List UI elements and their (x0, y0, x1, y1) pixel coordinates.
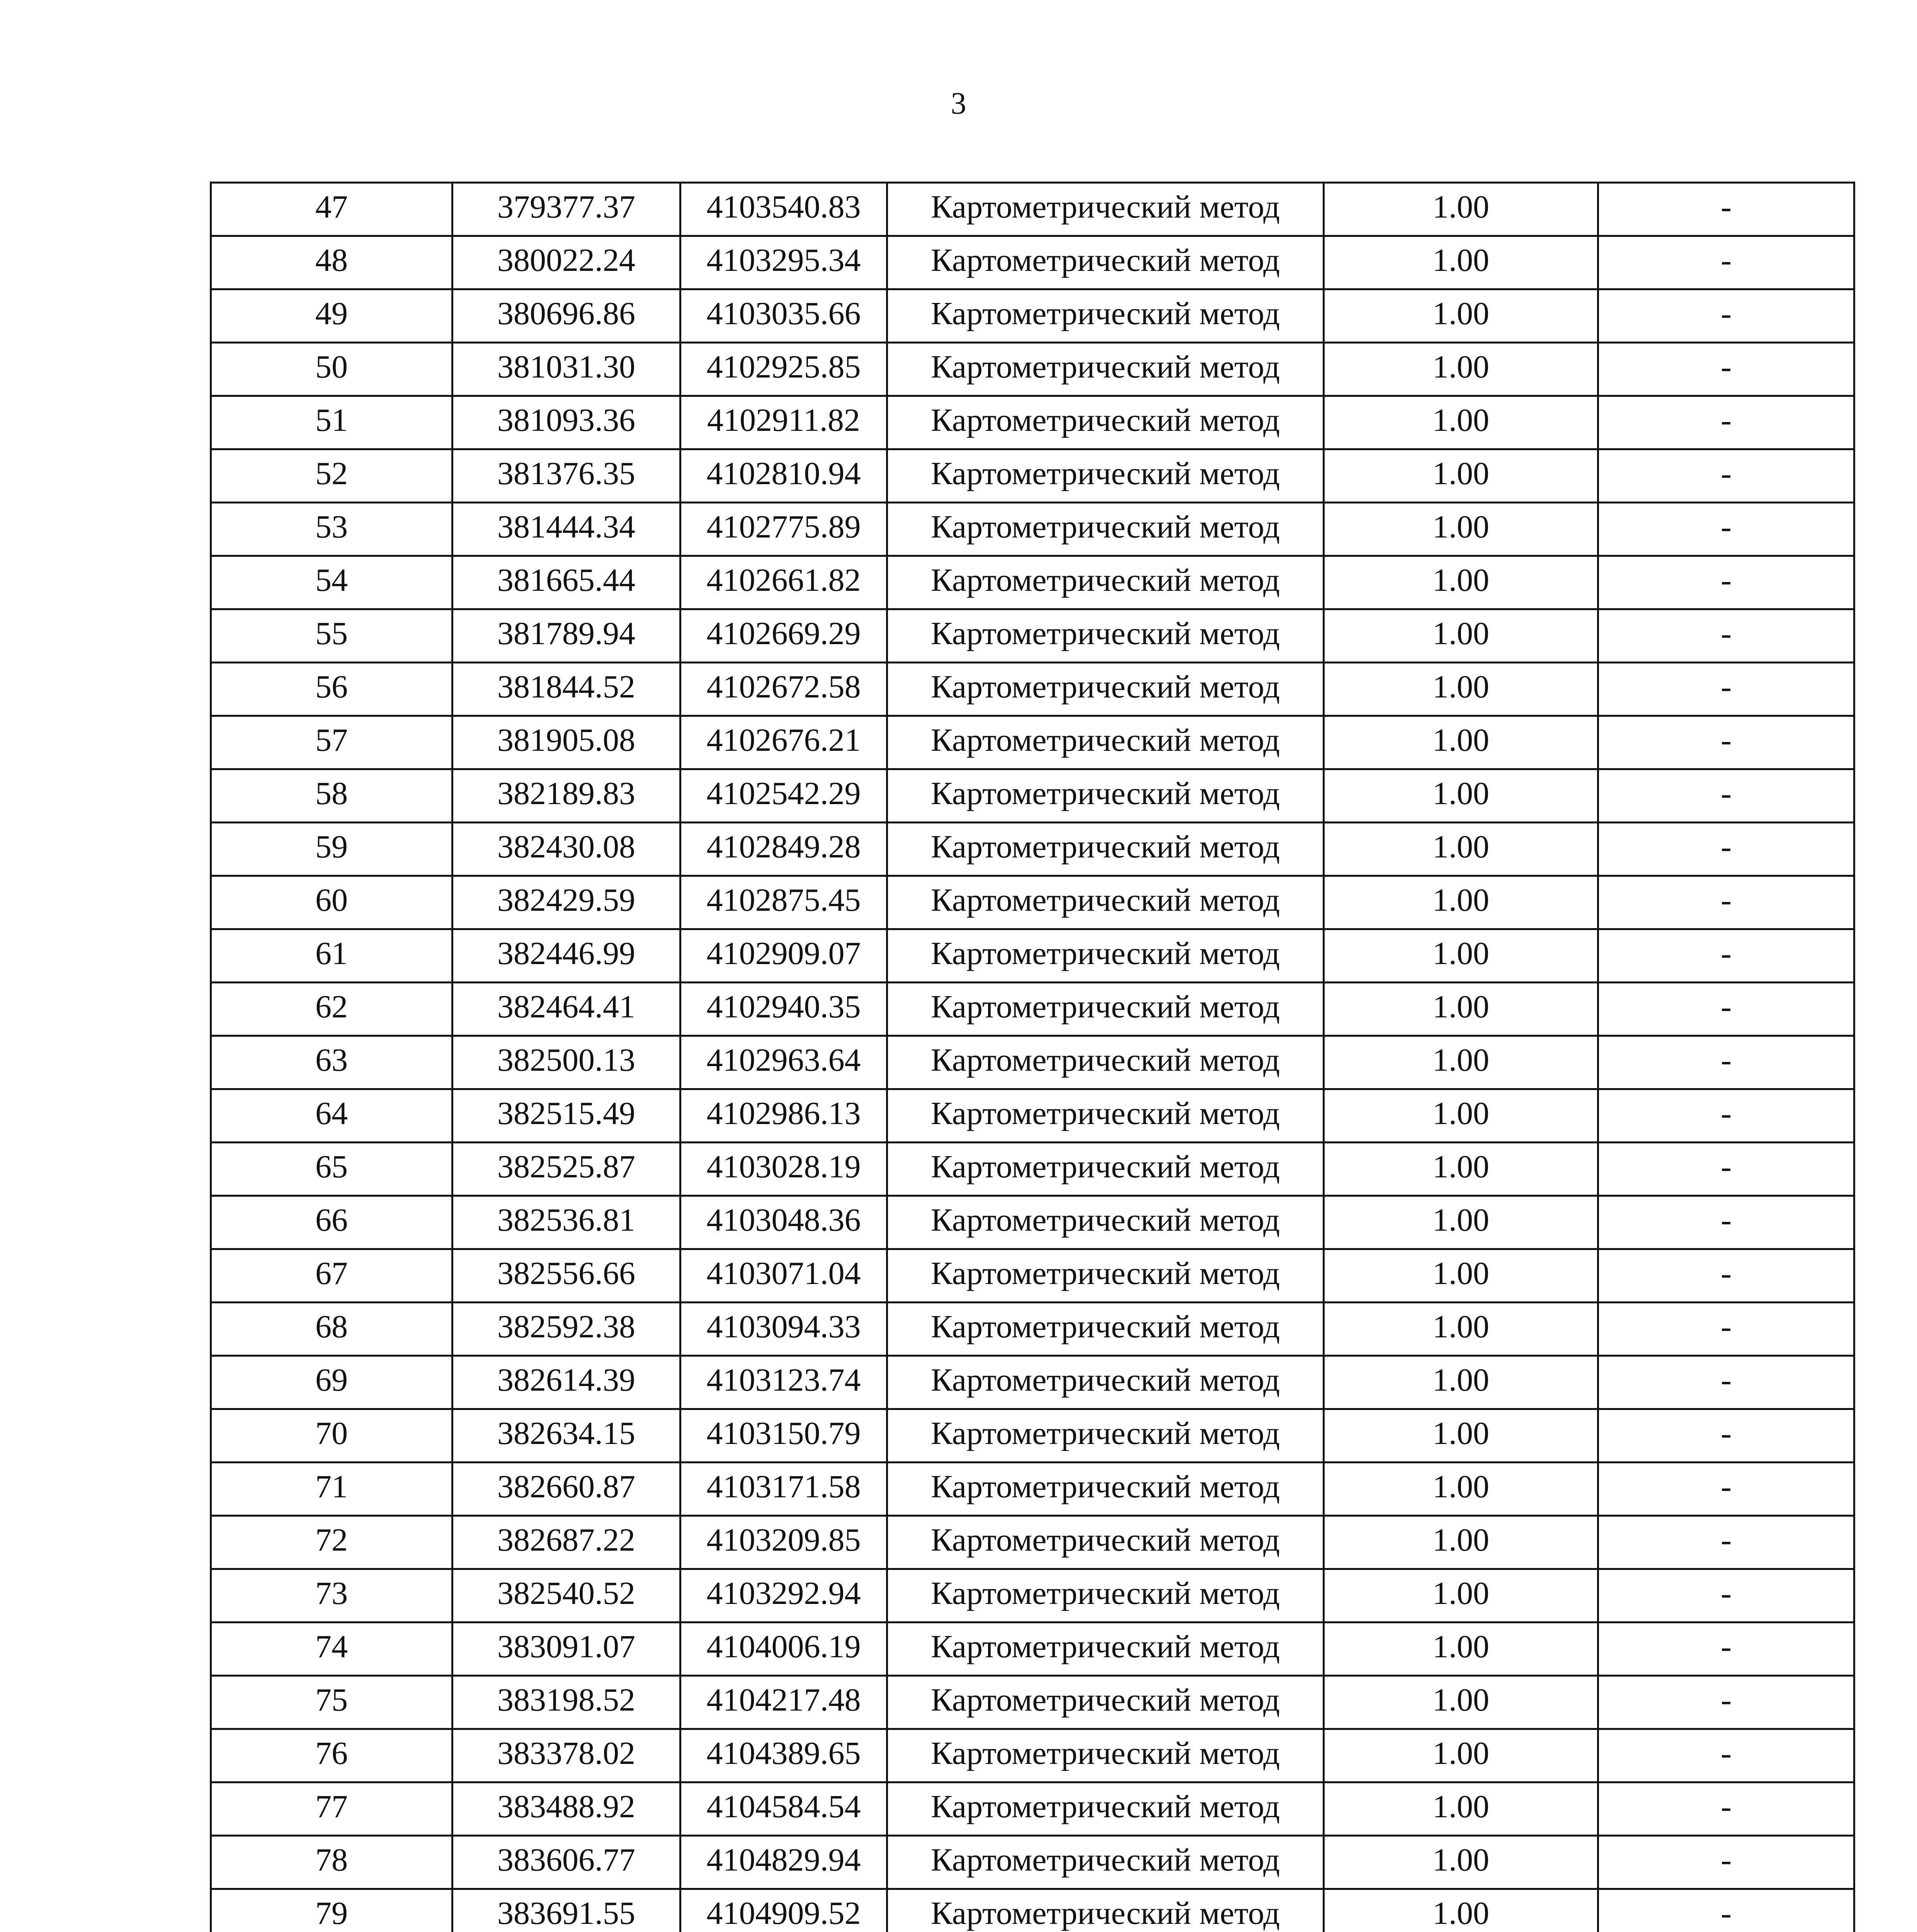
coord-x-cell: 382687.22 (452, 1516, 680, 1569)
accuracy-cell: 1.00 (1324, 343, 1598, 396)
description-cell: - (1598, 1409, 1854, 1463)
table-row (211, 1196, 1854, 1249)
description-cell: - (1598, 1196, 1854, 1249)
method-cell: Картометрический метод (887, 1463, 1324, 1516)
method-cell: Картометрический метод (887, 396, 1324, 449)
accuracy-cell: 1.00 (1324, 876, 1598, 929)
coord-x-cell: 382500.13 (452, 1036, 680, 1089)
method-cell: Картометрический метод (887, 983, 1324, 1036)
coord-y-cell: 4102911.82 (680, 396, 887, 449)
description-cell: - (1598, 1516, 1854, 1569)
table-row (211, 289, 1854, 343)
description-cell: - (1598, 1036, 1854, 1089)
point-number-cell: 53 (211, 503, 452, 556)
coord-y-cell: 4102909.07 (680, 929, 887, 983)
description-cell: - (1598, 609, 1854, 663)
point-number-cell: 48 (211, 236, 452, 289)
point-number-cell: 55 (211, 609, 452, 663)
accuracy-cell: 1.00 (1324, 1303, 1598, 1356)
coord-x-cell: 383091.07 (452, 1622, 680, 1676)
coord-x-cell: 382429.59 (452, 876, 680, 929)
description-cell: - (1598, 1463, 1854, 1516)
method-cell: Картометрический метод (887, 1036, 1324, 1089)
coord-y-cell: 4103292.94 (680, 1569, 887, 1622)
point-number-cell: 52 (211, 449, 452, 503)
description-cell: - (1598, 449, 1854, 503)
method-cell: Картометрический метод (887, 1356, 1324, 1409)
point-number-cell: 76 (211, 1729, 452, 1782)
accuracy-cell: 1.00 (1324, 609, 1598, 663)
description-cell: - (1598, 289, 1854, 343)
description-cell: - (1598, 1249, 1854, 1303)
coord-x-cell: 382634.15 (452, 1409, 680, 1463)
coord-y-cell: 4103540.83 (680, 183, 887, 236)
coord-y-cell: 4104829.94 (680, 1836, 887, 1889)
table-row (211, 1143, 1854, 1196)
method-cell: Картометрический метод (887, 1249, 1324, 1303)
accuracy-cell: 1.00 (1324, 1782, 1598, 1836)
description-cell: - (1598, 1622, 1854, 1676)
table-row (211, 1569, 1854, 1622)
point-number-cell: 64 (211, 1089, 452, 1143)
point-number-cell: 73 (211, 1569, 452, 1622)
page-number: 3 (951, 87, 966, 121)
description-cell: - (1598, 876, 1854, 929)
point-number-cell: 51 (211, 396, 452, 449)
method-cell: Картометрический метод (887, 1782, 1324, 1836)
table-row (211, 236, 1854, 289)
description-cell: - (1598, 1143, 1854, 1196)
coord-x-cell: 382540.52 (452, 1569, 680, 1622)
table-row (211, 449, 1854, 503)
method-cell: Картометрический метод (887, 1889, 1324, 1932)
table-row (211, 396, 1854, 449)
accuracy-cell: 1.00 (1324, 1516, 1598, 1569)
point-number-cell: 72 (211, 1516, 452, 1569)
table-row (211, 1249, 1854, 1303)
coord-x-cell: 383198.52 (452, 1676, 680, 1729)
coord-y-cell: 4103150.79 (680, 1409, 887, 1463)
point-number-cell: 67 (211, 1249, 452, 1303)
method-cell: Картометрический метод (887, 1089, 1324, 1143)
coord-x-cell: 381844.52 (452, 663, 680, 716)
table-row (211, 343, 1854, 396)
point-number-cell: 61 (211, 929, 452, 983)
description-cell: - (1598, 236, 1854, 289)
coord-y-cell: 4102810.94 (680, 449, 887, 503)
point-number-cell: 59 (211, 823, 452, 876)
table-row (211, 556, 1854, 609)
table-row (211, 1356, 1854, 1409)
method-cell: Картометрический метод (887, 343, 1324, 396)
table-row (211, 1889, 1854, 1932)
table-row (211, 716, 1854, 769)
point-number-cell: 79 (211, 1889, 452, 1932)
method-cell: Картометрический метод (887, 1836, 1324, 1889)
description-cell: - (1598, 1729, 1854, 1782)
table-row (211, 1409, 1854, 1463)
table-row (211, 1463, 1854, 1516)
coord-x-cell: 383606.77 (452, 1836, 680, 1889)
coord-y-cell: 4102875.45 (680, 876, 887, 929)
point-number-cell: 49 (211, 289, 452, 343)
description-cell: - (1598, 503, 1854, 556)
point-number-cell: 63 (211, 1036, 452, 1089)
point-number-cell: 77 (211, 1782, 452, 1836)
coord-y-cell: 4104584.54 (680, 1782, 887, 1836)
method-cell: Картометрический метод (887, 929, 1324, 983)
method-cell: Картометрический метод (887, 1196, 1324, 1249)
accuracy-cell: 1.00 (1324, 449, 1598, 503)
method-cell: Картометрический метод (887, 876, 1324, 929)
table-row (211, 1676, 1854, 1729)
coord-y-cell: 4103035.66 (680, 289, 887, 343)
coord-y-cell: 4103171.58 (680, 1463, 887, 1516)
point-number-cell: 65 (211, 1143, 452, 1196)
coord-x-cell: 382446.99 (452, 929, 680, 983)
method-cell: Картометрический метод (887, 236, 1324, 289)
method-cell: Картометрический метод (887, 556, 1324, 609)
accuracy-cell: 1.00 (1324, 396, 1598, 449)
accuracy-cell: 1.00 (1324, 1836, 1598, 1889)
method-cell: Картометрический метод (887, 1143, 1324, 1196)
point-number-cell: 75 (211, 1676, 452, 1729)
accuracy-cell: 1.00 (1324, 1729, 1598, 1782)
table-row (211, 983, 1854, 1036)
accuracy-cell: 1.00 (1324, 183, 1598, 236)
accuracy-cell: 1.00 (1324, 769, 1598, 823)
coord-y-cell: 4102676.21 (680, 716, 887, 769)
coordinates-table-body (211, 183, 1854, 1932)
method-cell: Картометрический метод (887, 449, 1324, 503)
description-cell: - (1598, 983, 1854, 1036)
coord-x-cell: 381905.08 (452, 716, 680, 769)
coord-y-cell: 4102661.82 (680, 556, 887, 609)
method-cell: Картометрический метод (887, 769, 1324, 823)
coord-y-cell: 4102925.85 (680, 343, 887, 396)
coord-y-cell: 4102542.29 (680, 769, 887, 823)
coord-y-cell: 4102672.58 (680, 663, 887, 716)
description-cell: - (1598, 1676, 1854, 1729)
method-cell: Картометрический метод (887, 1729, 1324, 1782)
coord-y-cell: 4104006.19 (680, 1622, 887, 1676)
coord-x-cell: 382189.83 (452, 769, 680, 823)
coord-y-cell: 4102775.89 (680, 503, 887, 556)
description-cell: - (1598, 1089, 1854, 1143)
table-row (211, 183, 1854, 236)
accuracy-cell: 1.00 (1324, 1569, 1598, 1622)
table-row (211, 1516, 1854, 1569)
method-cell: Картометрический метод (887, 663, 1324, 716)
point-number-cell: 47 (211, 183, 452, 236)
accuracy-cell: 1.00 (1324, 983, 1598, 1036)
accuracy-cell: 1.00 (1324, 1089, 1598, 1143)
point-number-cell: 70 (211, 1409, 452, 1463)
accuracy-cell: 1.00 (1324, 1676, 1598, 1729)
description-cell: - (1598, 769, 1854, 823)
description-cell: - (1598, 1569, 1854, 1622)
coord-y-cell: 4103094.33 (680, 1303, 887, 1356)
description-cell: - (1598, 716, 1854, 769)
coord-x-cell: 382464.41 (452, 983, 680, 1036)
description-cell: - (1598, 929, 1854, 983)
method-cell: Картометрический метод (887, 823, 1324, 876)
description-cell: - (1598, 1782, 1854, 1836)
coord-y-cell: 4102963.64 (680, 1036, 887, 1089)
accuracy-cell: 1.00 (1324, 1196, 1598, 1249)
coord-x-cell: 382430.08 (452, 823, 680, 876)
method-cell: Картометрический метод (887, 1622, 1324, 1676)
point-number-cell: 78 (211, 1836, 452, 1889)
coord-y-cell: 4103123.74 (680, 1356, 887, 1409)
accuracy-cell: 1.00 (1324, 1889, 1598, 1932)
accuracy-cell: 1.00 (1324, 1463, 1598, 1516)
point-number-cell: 60 (211, 876, 452, 929)
coord-x-cell: 381031.30 (452, 343, 680, 396)
coord-y-cell: 4102849.28 (680, 823, 887, 876)
coord-x-cell: 383691.55 (452, 1889, 680, 1932)
accuracy-cell: 1.00 (1324, 1622, 1598, 1676)
description-cell: - (1598, 556, 1854, 609)
description-cell: - (1598, 1303, 1854, 1356)
accuracy-cell: 1.00 (1324, 1143, 1598, 1196)
coord-x-cell: 383488.92 (452, 1782, 680, 1836)
coord-x-cell: 382515.49 (452, 1089, 680, 1143)
accuracy-cell: 1.00 (1324, 1409, 1598, 1463)
description-cell: - (1598, 823, 1854, 876)
method-cell: Картометрический метод (887, 183, 1324, 236)
point-number-cell: 74 (211, 1622, 452, 1676)
accuracy-cell: 1.00 (1324, 1036, 1598, 1089)
description-cell: - (1598, 1356, 1854, 1409)
coord-y-cell: 4104217.48 (680, 1676, 887, 1729)
coord-x-cell: 382614.39 (452, 1356, 680, 1409)
method-cell: Картометрический метод (887, 289, 1324, 343)
coord-y-cell: 4103295.34 (680, 236, 887, 289)
point-number-cell: 54 (211, 556, 452, 609)
description-cell: - (1598, 396, 1854, 449)
coord-x-cell: 381789.94 (452, 609, 680, 663)
description-cell: - (1598, 343, 1854, 396)
coord-x-cell: 382592.38 (452, 1303, 680, 1356)
point-number-cell: 50 (211, 343, 452, 396)
coord-x-cell: 381444.34 (452, 503, 680, 556)
table-row (211, 1782, 1854, 1836)
coord-x-cell: 380022.24 (452, 236, 680, 289)
coord-y-cell: 4104389.65 (680, 1729, 887, 1782)
point-number-cell: 68 (211, 1303, 452, 1356)
table-row (211, 1036, 1854, 1089)
point-number-cell: 62 (211, 983, 452, 1036)
table-row (211, 1303, 1854, 1356)
table-row (211, 769, 1854, 823)
table-row (211, 503, 1854, 556)
table-row (211, 876, 1854, 929)
point-number-cell: 71 (211, 1463, 452, 1516)
point-number-cell: 56 (211, 663, 452, 716)
method-cell: Картометрический метод (887, 503, 1324, 556)
point-number-cell: 57 (211, 716, 452, 769)
coord-x-cell: 379377.37 (452, 183, 680, 236)
coord-x-cell: 382660.87 (452, 1463, 680, 1516)
method-cell: Картометрический метод (887, 1409, 1324, 1463)
method-cell: Картометрический метод (887, 1676, 1324, 1729)
accuracy-cell: 1.00 (1324, 716, 1598, 769)
table-row (211, 663, 1854, 716)
table-row (211, 1622, 1854, 1676)
coord-x-cell: 381376.35 (452, 449, 680, 503)
coord-y-cell: 4102669.29 (680, 609, 887, 663)
description-cell: - (1598, 663, 1854, 716)
coord-x-cell: 381093.36 (452, 396, 680, 449)
accuracy-cell: 1.00 (1324, 289, 1598, 343)
coord-y-cell: 4104909.52 (680, 1889, 887, 1932)
method-cell: Картометрический метод (887, 1303, 1324, 1356)
table-row (211, 609, 1854, 663)
coord-y-cell: 4102986.13 (680, 1089, 887, 1143)
coord-x-cell: 382556.66 (452, 1249, 680, 1303)
method-cell: Картометрический метод (887, 716, 1324, 769)
table-row (211, 1729, 1854, 1782)
table-row (211, 1089, 1854, 1143)
table-row (211, 1836, 1854, 1889)
description-cell: - (1598, 1889, 1854, 1932)
accuracy-cell: 1.00 (1324, 556, 1598, 609)
description-cell: - (1598, 1836, 1854, 1889)
method-cell: Картометрический метод (887, 1516, 1324, 1569)
coord-y-cell: 4103028.19 (680, 1143, 887, 1196)
accuracy-cell: 1.00 (1324, 1356, 1598, 1409)
point-number-cell: 58 (211, 769, 452, 823)
coord-y-cell: 4103071.04 (680, 1249, 887, 1303)
accuracy-cell: 1.00 (1324, 503, 1598, 556)
coord-y-cell: 4102940.35 (680, 983, 887, 1036)
method-cell: Картометрический метод (887, 1569, 1324, 1622)
table-row (211, 929, 1854, 983)
accuracy-cell: 1.00 (1324, 236, 1598, 289)
point-number-cell: 69 (211, 1356, 452, 1409)
accuracy-cell: 1.00 (1324, 823, 1598, 876)
point-number-cell: 66 (211, 1196, 452, 1249)
coord-x-cell: 381665.44 (452, 556, 680, 609)
coord-y-cell: 4103209.85 (680, 1516, 887, 1569)
accuracy-cell: 1.00 (1324, 1249, 1598, 1303)
coordinates-table (210, 182, 1855, 1932)
description-cell: - (1598, 183, 1854, 236)
coord-x-cell: 380696.86 (452, 289, 680, 343)
accuracy-cell: 1.00 (1324, 929, 1598, 983)
coord-y-cell: 4103048.36 (680, 1196, 887, 1249)
method-cell: Картометрический метод (887, 609, 1324, 663)
accuracy-cell: 1.00 (1324, 663, 1598, 716)
table-row (211, 823, 1854, 876)
coord-x-cell: 383378.02 (452, 1729, 680, 1782)
coord-x-cell: 382525.87 (452, 1143, 680, 1196)
coord-x-cell: 382536.81 (452, 1196, 680, 1249)
